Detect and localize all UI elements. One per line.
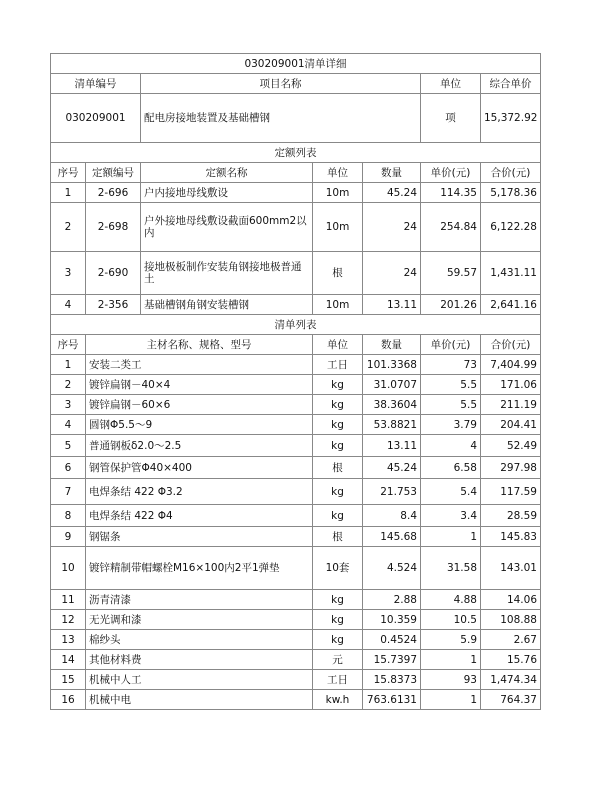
material-name: 钢锯条 xyxy=(86,527,313,547)
material-total: 1,474.34 xyxy=(481,670,541,690)
material-total: 7,404.99 xyxy=(481,355,541,375)
material-header-name: 主材名称、规格、型号 xyxy=(86,335,313,355)
material-total: 28.59 xyxy=(481,505,541,527)
quota-header-price: 单价(元) xyxy=(421,163,481,183)
material-name: 钢管保护管Φ40×400 xyxy=(86,457,313,479)
material-name: 镀锌扁钢－40×4 xyxy=(86,375,313,395)
material-price: 5.5 xyxy=(421,375,481,395)
bill-name: 配电房接地装置及基础槽钢 xyxy=(141,94,421,143)
material-price: 3.79 xyxy=(421,415,481,435)
quota-total: 6,122.28 xyxy=(481,203,541,252)
material-qty: 15.8373 xyxy=(363,670,421,690)
material-qty: 38.3604 xyxy=(363,395,421,415)
material-total: 145.83 xyxy=(481,527,541,547)
material-unit: 根 xyxy=(313,527,363,547)
material-qty: 4.524 xyxy=(363,547,421,590)
material-total: 15.76 xyxy=(481,650,541,670)
material-name: 机械中人工 xyxy=(86,670,313,690)
material-row xyxy=(51,590,541,610)
quota-seq: 3 xyxy=(51,252,86,295)
material-seq: 8 xyxy=(51,505,86,527)
header-unit-price: 综合单价 xyxy=(481,74,541,94)
material-header-price: 单价(元) xyxy=(421,335,481,355)
bill-unit-price: 15,372.92 xyxy=(481,94,541,143)
material-total: 171.06 xyxy=(481,375,541,395)
material-price: 5.4 xyxy=(421,479,481,505)
material-row xyxy=(51,505,541,527)
material-price: 1 xyxy=(421,690,481,710)
material-seq: 7 xyxy=(51,479,86,505)
material-seq: 5 xyxy=(51,435,86,457)
material-unit: 10套 xyxy=(313,547,363,590)
bill-row xyxy=(51,94,541,143)
material-row xyxy=(51,650,541,670)
material-name: 电焊条结 422 Φ4 xyxy=(86,505,313,527)
material-unit: kg xyxy=(313,630,363,650)
quota-total: 2,641.16 xyxy=(481,295,541,315)
material-name: 电焊条结 422 Φ3.2 xyxy=(86,479,313,505)
material-qty: 101.3368 xyxy=(363,355,421,375)
material-row xyxy=(51,395,541,415)
material-row xyxy=(51,670,541,690)
quota-unit: 根 xyxy=(313,252,363,295)
material-price: 10.5 xyxy=(421,610,481,630)
material-row xyxy=(51,690,541,710)
material-unit: kg xyxy=(313,479,363,505)
material-seq: 16 xyxy=(51,690,86,710)
material-unit: 工日 xyxy=(313,670,363,690)
header-item-name: 项目名称 xyxy=(141,74,421,94)
bill-unit: 项 xyxy=(421,94,481,143)
material-header-unit: 单位 xyxy=(313,335,363,355)
quota-header-seq: 序号 xyxy=(51,163,86,183)
quota-code: 2-698 xyxy=(86,203,141,252)
material-price: 5.9 xyxy=(421,630,481,650)
material-price: 73 xyxy=(421,355,481,375)
material-header-qty: 数量 xyxy=(363,335,421,355)
material-unit: 元 xyxy=(313,650,363,670)
material-section-title: 清单列表 xyxy=(51,315,541,335)
quota-unit: 10m xyxy=(313,295,363,315)
quota-row xyxy=(51,183,541,203)
material-seq: 4 xyxy=(51,415,86,435)
material-total: 2.67 xyxy=(481,630,541,650)
material-total: 117.59 xyxy=(481,479,541,505)
quota-header-code: 定额编号 xyxy=(86,163,141,183)
quota-qty: 24 xyxy=(363,252,421,295)
material-name: 镀锌精制带帽螺栓M16×100内2平1弹垫 xyxy=(86,547,313,590)
material-row xyxy=(51,415,541,435)
quota-qty: 24 xyxy=(363,203,421,252)
material-seq: 1 xyxy=(51,355,86,375)
quota-row xyxy=(51,203,541,252)
material-qty: 31.0707 xyxy=(363,375,421,395)
bill-header-row xyxy=(51,74,541,94)
quota-price: 254.84 xyxy=(421,203,481,252)
quota-header-total: 合价(元) xyxy=(481,163,541,183)
quota-header-qty: 数量 xyxy=(363,163,421,183)
quota-header-unit: 单位 xyxy=(313,163,363,183)
material-seq: 14 xyxy=(51,650,86,670)
header-bill-code: 清单编号 xyxy=(51,74,141,94)
material-name: 安装二类工 xyxy=(86,355,313,375)
material-total: 211.19 xyxy=(481,395,541,415)
material-row xyxy=(51,435,541,457)
quota-price: 59.57 xyxy=(421,252,481,295)
material-row xyxy=(51,527,541,547)
material-total: 204.41 xyxy=(481,415,541,435)
quota-section-title: 定额列表 xyxy=(51,143,541,163)
quota-total: 1,431.11 xyxy=(481,252,541,295)
material-seq: 12 xyxy=(51,610,86,630)
material-row xyxy=(51,355,541,375)
material-unit: kg xyxy=(313,590,363,610)
material-header-total: 合价(元) xyxy=(481,335,541,355)
material-total: 764.37 xyxy=(481,690,541,710)
material-seq: 13 xyxy=(51,630,86,650)
material-name: 机械中电 xyxy=(86,690,313,710)
material-unit: 工日 xyxy=(313,355,363,375)
quota-price: 201.26 xyxy=(421,295,481,315)
material-unit: kg xyxy=(313,395,363,415)
quota-code: 2-690 xyxy=(86,252,141,295)
material-row xyxy=(51,479,541,505)
quota-unit: 10m xyxy=(313,203,363,252)
material-price: 31.58 xyxy=(421,547,481,590)
material-seq: 3 xyxy=(51,395,86,415)
material-seq: 2 xyxy=(51,375,86,395)
bill-code: 030209001 xyxy=(51,94,141,143)
quota-price: 114.35 xyxy=(421,183,481,203)
material-unit: kg xyxy=(313,375,363,395)
material-total: 297.98 xyxy=(481,457,541,479)
material-qty: 145.68 xyxy=(363,527,421,547)
material-qty: 13.11 xyxy=(363,435,421,457)
material-qty: 763.6131 xyxy=(363,690,421,710)
material-row xyxy=(51,457,541,479)
material-unit: kg xyxy=(313,435,363,457)
material-unit: 根 xyxy=(313,457,363,479)
quota-code: 2-696 xyxy=(86,183,141,203)
sheet-title: 030209001清单详细 xyxy=(51,54,541,74)
quota-header-name: 定额名称 xyxy=(141,163,313,183)
material-qty: 45.24 xyxy=(363,457,421,479)
quota-name: 户外接地母线敷设截面600mm2以内 xyxy=(141,203,313,252)
material-row xyxy=(51,547,541,590)
quota-total: 5,178.36 xyxy=(481,183,541,203)
material-unit: kg xyxy=(313,415,363,435)
quota-name: 户内接地母线敷设 xyxy=(141,183,313,203)
material-qty: 53.8821 xyxy=(363,415,421,435)
material-name: 沥青清漆 xyxy=(86,590,313,610)
material-total: 52.49 xyxy=(481,435,541,457)
material-seq: 10 xyxy=(51,547,86,590)
material-qty: 21.753 xyxy=(363,479,421,505)
material-row xyxy=(51,630,541,650)
material-unit: kw.h xyxy=(313,690,363,710)
material-unit: kg xyxy=(313,610,363,630)
material-price: 3.4 xyxy=(421,505,481,527)
material-row xyxy=(51,610,541,630)
material-seq: 11 xyxy=(51,590,86,610)
material-qty: 2.88 xyxy=(363,590,421,610)
material-name: 其他材料费 xyxy=(86,650,313,670)
material-price: 93 xyxy=(421,670,481,690)
material-unit: kg xyxy=(313,505,363,527)
quota-seq: 4 xyxy=(51,295,86,315)
quota-row xyxy=(51,252,541,295)
material-name: 圆钢Φ5.5～9 xyxy=(86,415,313,435)
header-unit: 单位 xyxy=(421,74,481,94)
bill-detail-table xyxy=(50,53,541,710)
material-header-row xyxy=(51,335,541,355)
material-price: 1 xyxy=(421,527,481,547)
material-total: 143.01 xyxy=(481,547,541,590)
material-qty: 0.4524 xyxy=(363,630,421,650)
quota-qty: 13.11 xyxy=(363,295,421,315)
material-name: 普通钢板δ2.0～2.5 xyxy=(86,435,313,457)
quota-row xyxy=(51,295,541,315)
material-name: 镀锌扁钢－60×6 xyxy=(86,395,313,415)
material-total: 108.88 xyxy=(481,610,541,630)
material-seq: 15 xyxy=(51,670,86,690)
quota-name: 基础槽钢角钢安装槽钢 xyxy=(141,295,313,315)
material-total: 14.06 xyxy=(481,590,541,610)
material-row xyxy=(51,375,541,395)
material-seq: 9 xyxy=(51,527,86,547)
material-qty: 15.7397 xyxy=(363,650,421,670)
material-price: 4 xyxy=(421,435,481,457)
material-name: 无光调和漆 xyxy=(86,610,313,630)
material-price: 5.5 xyxy=(421,395,481,415)
material-header-seq: 序号 xyxy=(51,335,86,355)
quota-seq: 2 xyxy=(51,203,86,252)
quota-unit: 10m xyxy=(313,183,363,203)
material-seq: 6 xyxy=(51,457,86,479)
quota-qty: 45.24 xyxy=(363,183,421,203)
material-price: 4.88 xyxy=(421,590,481,610)
quota-header-row xyxy=(51,163,541,183)
material-price: 1 xyxy=(421,650,481,670)
material-qty: 8.4 xyxy=(363,505,421,527)
quota-code: 2-356 xyxy=(86,295,141,315)
material-qty: 10.359 xyxy=(363,610,421,630)
material-name: 棉纱头 xyxy=(86,630,313,650)
quota-seq: 1 xyxy=(51,183,86,203)
material-price: 6.58 xyxy=(421,457,481,479)
quota-name: 接地极板制作安装角钢接地极普通土 xyxy=(141,252,313,295)
